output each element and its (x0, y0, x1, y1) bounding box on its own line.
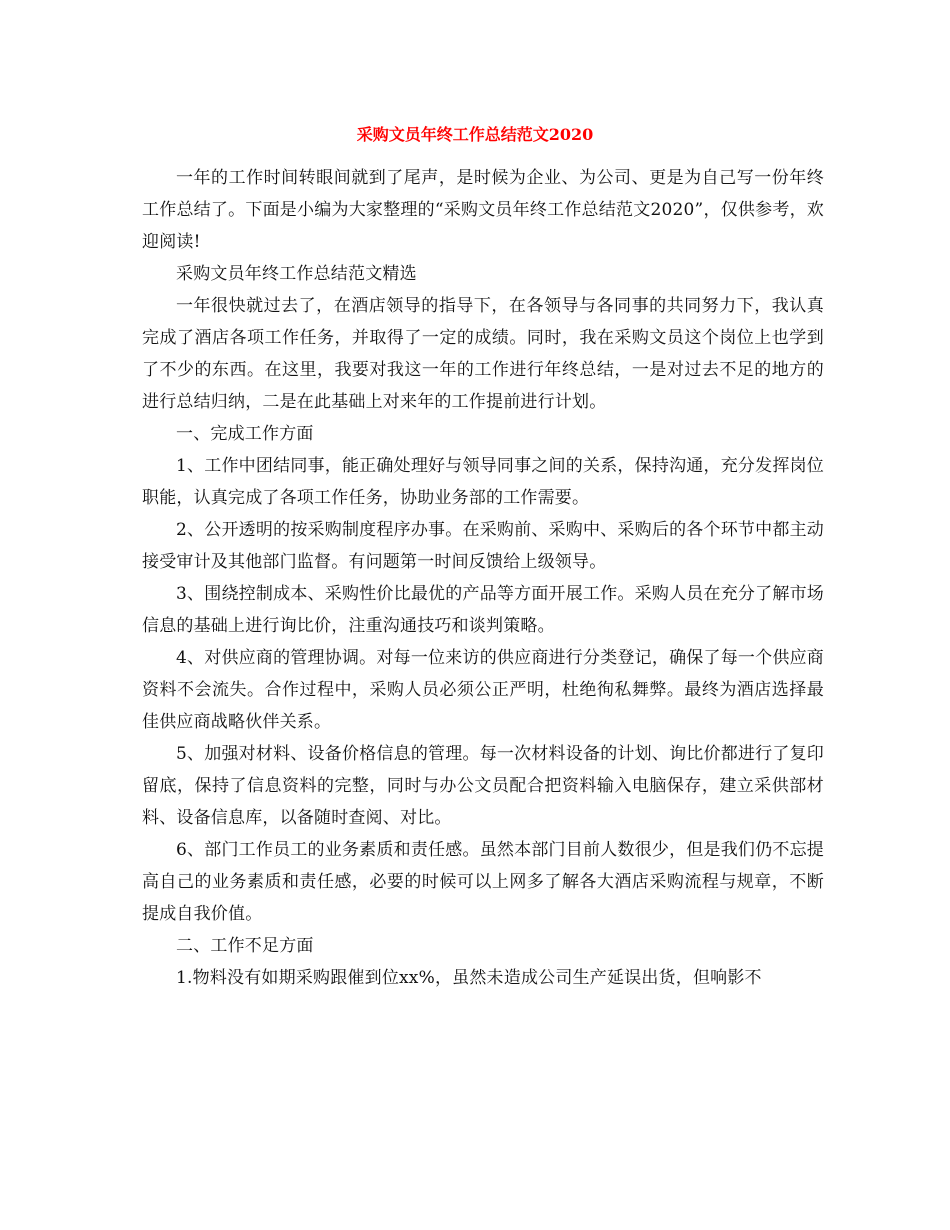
section-heading: 二、工作不足方面 (176, 936, 314, 956)
document-body (142, 162, 824, 994)
subtitle-paragraph: 采购文员年终工作总结范文精选 (176, 264, 417, 284)
body-paragraph: 一年很快就过去了，在酒店领导的指导下，在各领导与各同事的共同努力下，我认真完成了酒店各项工作任务，并取得了一定的成绩。同时，我在采购文员这个岗位上也学到了不少的东西。在这里，我要对我这一年的工作进行年终总结，一是对过去不足的地方的进行总结归纳，二是在此基础上对来年的工作提前进行计划。 (142, 296, 824, 412)
list-item: 2、公开透明的按采购制度程序办事。在采购前、采购中、采购后的各个环节中都主动接受审计及其他部门监督。有问题第一时间反馈给上级领导。 (142, 520, 824, 572)
list-item: 5、加强对材料、设备价格信息的管理。每一次材料设备的计划、询比价都进行了复印留底，保持了信息资料的完整，同时与办公文员配合把资料输入电脑保存，建立采供部材料、设备信息库，以备随时查阅、对比。 (142, 744, 824, 828)
list-item: 3、围绕控制成本、采购性价比最优的产品等方面开展工作。采购人员在充分了解市场信息的基础上进行询比价，注重沟通技巧和谈判策略。 (142, 584, 824, 636)
intro-paragraph: 一年的工作时间转眼间就到了尾声，是时候为企业、为公司、更是为自己写一份年终工作总结了。下面是小编为大家整理的“采购文员年终工作总结范文2020”，仅供参考，欢迎阅读! (142, 168, 824, 252)
list-item: 6、部门工作员工的业务素质和责任感。虽然本部门目前人数很少，但是我们仍不忘提高自己的业务素质和责任感，必要的时候可以上网多了解各大酒店采购流程与规章，不断提成自我价值。 (142, 840, 824, 924)
section-heading: 一、完成工作方面 (176, 424, 314, 444)
document-title: 采购文员年终工作总结范文2020 (356, 125, 594, 144)
list-item: 4、对供应商的管理协调。对每一位来访的供应商进行分类登记，确保了每一个供应商资料不会流失。合作过程中，采购人员必须公正严明，杜绝徇私舞弊。最终为酒店选择最佳供应商战略伙伴关系。 (142, 648, 824, 732)
list-item: 1.物料没有如期采购跟催到位xx%，虽然未造成公司生产延误出货，但响影不 (176, 968, 762, 988)
list-item: 1、工作中团结同事，能正确处理好与领导同事之间的关系，保持沟通，充分发挥岗位职能，认真完成了各项工作任务，协助业务部的工作需要。 (142, 456, 824, 508)
